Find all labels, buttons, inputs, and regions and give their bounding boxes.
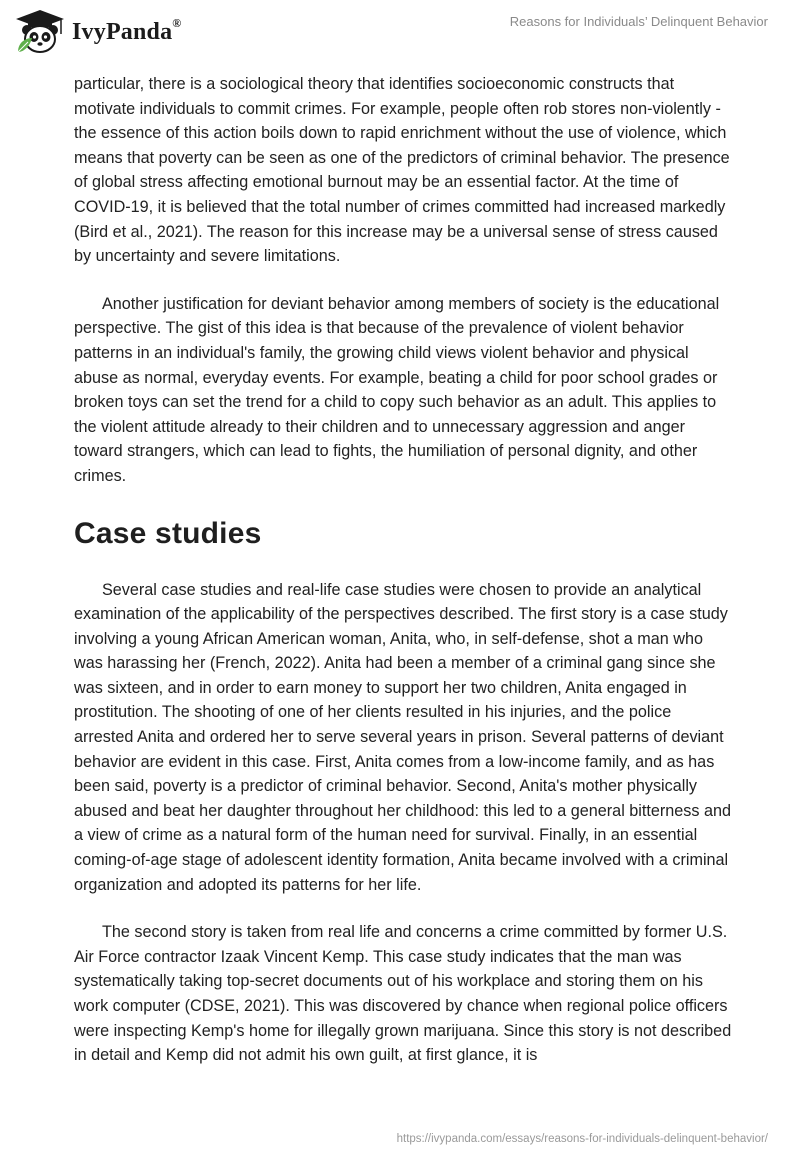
paragraph: Several case studies and real-life case studies were chosen to provide an analytical examination of the applicability of the perspectives described. The first story is a case study involving a young African American woman, Anita, who, in self-defense, shot a man who was harassing her (French, 2022). Anita had been a member of a criminal gang since she was sixteen, and in order to earn money to support her two children, Anita engaged in prostitution. The shooting of one of her clients resulted in his injuries, and the police arrested Anita and ordered her to serve several years in prison. Several patterns of deviant behavior are evident in this case. First, Anita comes from a low-income family, and as has been said, poverty is a predictor of criminal behavior. Second, Anita's mother physically abused and beat her daughter throughout her childhood: this led to a general bitterness and a view of crime as a natural form of the human need for survival. Finally, in an essential coming-of-age stage of adolescent identity formation, Anita became involved with a criminal organization and adopted its patterns for her life. (74, 580, 731, 894)
essay-body (74, 72, 734, 1068)
paragraph: Another justification for deviant behavior among members of society is the educational perspective. The gist of this idea is that because of the prevalence of violent behavior patterns in an individual's family, the growing child views violent behavior and physical abuse as normal, everyday events. For example, beating a child for poor school grades or broken toys can set the trend for a child to copy such behavior as an adult. This applies to the violent attitude already to their children and to unnecessary aggression and anger toward strangers, which can lead to fights, the humiliation of personal dignity, and other crimes. (74, 294, 720, 485)
panda-graduate-icon (12, 8, 68, 56)
ivypanda-logo[interactable] (12, 8, 181, 56)
source-url[interactable]: https://ivypanda.com/essays/reasons-for-individuals-delinquent-behavior/ (396, 1133, 768, 1145)
document-title: Reasons for Individuals’ Delinquent Behavior (509, 14, 768, 29)
paragraph: particular, there is a sociological theory that identifies socioeconomic constructs that motivate individuals to commit crimes. For example, people often rob stores non-violently - the essence of this action boils down to rapid enrichment without the use of violence, which means that poverty can be seen as one of the predictors of criminal behavior. The presence of global stress affecting emotional burnout may be an essential factor. At the time of COVID-19, it is believed that the total number of crimes committed had increased markedly (Bird et al., 2021). The reason for this increase may be a universal sense of stress caused by uncertainty and severe limitations. (74, 75, 730, 266)
section-heading: Case studies (74, 516, 262, 550)
page-header (0, 0, 800, 70)
brand-name: IvyPanda® (72, 15, 182, 45)
paragraph: The second story is taken from real life and concerns a crime committed by former U.S. Air Force contractor Izaak Vincent Kemp. This case study indicates that the man was systematically taking top-secret documents out of his workplace and storing them on his work computer (CDSE, 2021). This was discovered by chance when regional police officers were inspecting Kemp's home for illegally grown marijuana. Since this story is not described in detail and Kemp did not admit his own guilt, at first glance, it is (74, 923, 732, 1065)
